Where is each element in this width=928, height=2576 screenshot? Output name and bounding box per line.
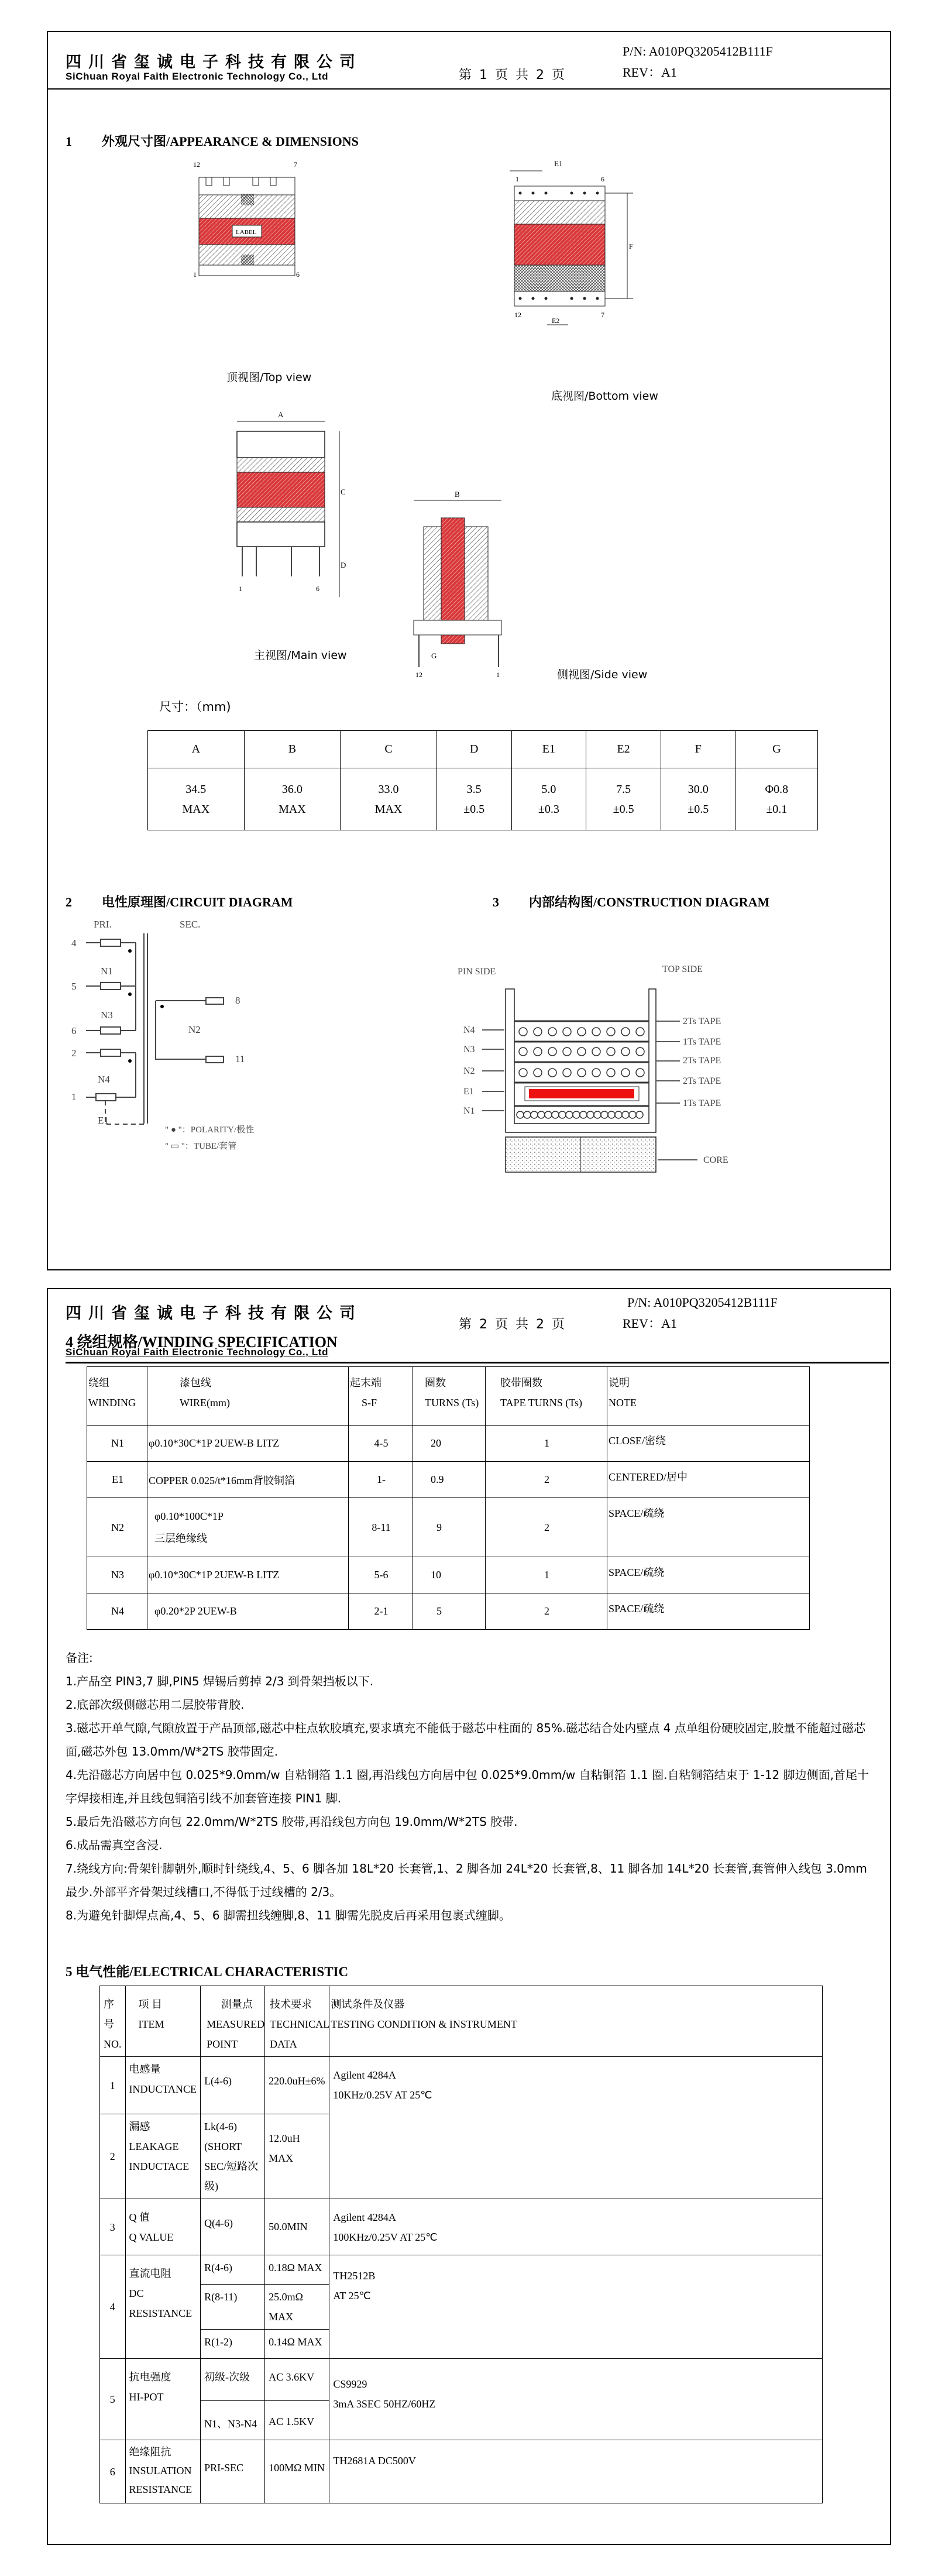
- svg-text:TOP SIDE: TOP SIDE: [662, 964, 703, 974]
- table-row: R(1-2) 0.14Ω MAX: [100, 2330, 823, 2359]
- bottom-view-drawing: [507, 158, 642, 339]
- electrical-table: [99, 1986, 823, 2503]
- legend-tube: " ▭ "：TUBE/套管: [165, 1142, 237, 1151]
- dim-header: G: [735, 731, 817, 768]
- main-view-caption: 主视图/Main view: [254, 649, 347, 662]
- table-row: 1 电感量 INDUCTANCE L(4-6) 220.0uH±6% Agilent 4284A 10KHz/0.25V AT 25℃: [100, 2057, 823, 2114]
- circuit-diagram: [66, 916, 311, 1156]
- svg-text:D: D: [341, 561, 346, 569]
- notes-title: 备注:: [66, 1651, 93, 1665]
- svg-text:8: 8: [235, 995, 240, 1006]
- svg-text:E1: E1: [463, 1087, 474, 1097]
- dim-header: F: [661, 731, 735, 768]
- svg-text:7: 7: [294, 160, 297, 169]
- table-row: 6 绝缘阻抗 INSULATION RESISTANCE PRI-SEC 100MΩ MIN TH2681A DC500V: [100, 2440, 823, 2503]
- dim-header: E2: [586, 731, 661, 768]
- note-item: 3.磁芯开单气隙,气隙放置于产品顶部,磁芯中柱点软胶填充,要求填充不能低于磁芯中柱面的 85%.磁芯结合处内壁点 4 点单组份硬胶固定,胶量不能超过磁芯面,磁芯外包 13.0mm/W*2TS 胶带固定.: [66, 1721, 866, 1758]
- svg-text:2Ts TAPE: 2Ts TAPE: [683, 1076, 721, 1086]
- svg-text:7: 7: [601, 311, 604, 319]
- svg-text:N1: N1: [101, 966, 113, 977]
- svg-text:4: 4: [71, 937, 77, 949]
- page-indicator: 第 2 页 共 2 页: [459, 1317, 566, 1332]
- dim-header: B: [244, 731, 341, 768]
- top-view-caption: 顶视图/Top view: [226, 371, 312, 384]
- revision: REV：A1: [623, 1316, 677, 1331]
- svg-text:11: 11: [235, 1053, 245, 1064]
- company-name-en: SiChuan Royal Faith Electronic Technology Co., Ltd: [66, 1347, 329, 1358]
- header-divider: [66, 1362, 889, 1363]
- dim-value: 30.0 ±0.5: [661, 768, 735, 830]
- part-number: P/N: A010PQ3205412B111F: [623, 44, 773, 59]
- dim-header: E1: [511, 731, 586, 768]
- table-row: 3 Q 值 Q VALUE Q(4-6) 50.0MIN Agilent 4284A 100KHz/0.25V AT 25℃: [100, 2199, 823, 2255]
- svg-text:N4: N4: [98, 1074, 110, 1085]
- dim-value: 3.5 ±0.5: [436, 768, 511, 830]
- section-title-cn: 外观尺寸图: [102, 135, 167, 149]
- dim-value: 34.5 MAX: [148, 768, 245, 830]
- dim-value: 33.0 MAX: [341, 768, 437, 830]
- note-item: 6.成品需真空含浸.: [66, 1838, 163, 1852]
- note-item: 7.绕线方向:骨架针脚朝外,顺时针绕线,4、5、6 脚各加 18L*20 长套管,1、2 脚各加 24L*20 长套管,8、11 脚各加 14L*20 长套管,套管伸入线包 3.0mm 最少.外部平齐骨架过线槽口,不得低于过线槽的 2/3。: [66, 1861, 867, 1899]
- svg-text:N1: N1: [463, 1106, 475, 1116]
- svg-text:6: 6: [71, 1025, 77, 1036]
- table-row: 5 抗电强度 HI-POT 初级-次级 AC 3.6KV CS9929 3mA 3SEC 50HZ/60HZ: [100, 2359, 823, 2401]
- table-row: N2 φ0.10*100C*1P 三层绝缘线 8-11 9 2 SPACE/疏绕: [87, 1498, 810, 1557]
- spec-page-2: [47, 1288, 891, 2545]
- table-row: E1 COPPER 0.025/t*16mm背胶铜箔 1- 0.9 2 CENTERED/居中: [87, 1462, 810, 1498]
- table-row: R(8-11) 25.0mΩ MAX: [100, 2285, 823, 2330]
- svg-text:1Ts TAPE: 1Ts TAPE: [683, 1098, 721, 1108]
- svg-text:2Ts TAPE: 2Ts TAPE: [683, 1016, 721, 1026]
- page-header: [48, 32, 890, 90]
- svg-text:2Ts TAPE: 2Ts TAPE: [683, 1056, 721, 1066]
- section-title-en: /APPEARANCE & DIMENSIONS: [166, 134, 359, 149]
- svg-text:LABEL: LABEL: [236, 229, 257, 236]
- revision: REV：A1: [623, 65, 677, 80]
- svg-text:5: 5: [71, 981, 77, 992]
- svg-text:12: 12: [514, 311, 521, 319]
- svg-text:1: 1: [515, 175, 519, 183]
- spec-page-1: [47, 31, 891, 1270]
- note-item: 1.产品空 PIN3,7 脚,PIN5 焊锡后剪掉 2/3 到骨架挡板以下.: [66, 1674, 374, 1688]
- page-indicator: 第 1 页 共 2 页: [459, 68, 566, 83]
- note-item: 4.先沿磁芯方向居中包 0.025*9.0mm/w 自粘铜箔 1.1 圈,再沿线包方向居中包 0.025*9.0mm/w 自粘铜箔 1.1 圈.自粘铜箔结束于 1-12 脚边侧面,首尾十字焊接相连,并且线包铜箔引线不加套管连接 PIN1 脚.: [66, 1768, 869, 1805]
- section-number: 1: [66, 134, 72, 149]
- svg-text:PRI.: PRI.: [94, 919, 112, 930]
- svg-text:1: 1: [496, 671, 500, 679]
- table-row: N1 φ0.10*30C*1P 2UEW-B LITZ 4-5 20 1 CLOSE/密绕: [87, 1426, 810, 1462]
- svg-text:6: 6: [296, 270, 300, 277]
- section-5-title: 5 电气性能/ELECTRICAL CHARACTERISTIC: [66, 1964, 349, 1980]
- svg-text:1: 1: [239, 585, 242, 593]
- table-row: 2 漏感 LEAKAGE INDUCTACE Lk(4-6) (SHORT SEC/短路次级) 12.0uH MAX: [100, 2114, 823, 2199]
- section-3-title: 3 内部结构图/CONSTRUCTION DIAGRAM: [493, 895, 770, 910]
- dim-value: 5.0 ±0.3: [511, 768, 586, 830]
- svg-text:E1: E1: [98, 1115, 109, 1126]
- table-row: N3 φ0.10*30C*1P 2UEW-B LITZ 5-6 10 1 SPACE/疏绕: [87, 1557, 810, 1593]
- svg-text:E1: E1: [554, 159, 563, 168]
- svg-text:N4: N4: [463, 1025, 475, 1035]
- side-view-caption: 侧视图/Side view: [557, 668, 648, 681]
- company-name-en: SiChuan Royal Faith Electronic Technology Co., Ltd: [66, 71, 329, 82]
- side-view-drawing: [411, 489, 528, 682]
- part-number: P/N: A010PQ3205412B111F: [627, 1295, 778, 1310]
- note-item: 8.为避免针脚焊点高,4、5、6 脚需扭线缠脚,8、11 脚需先脱皮后再采用包裹式缠脚。: [66, 1908, 511, 1922]
- svg-text:N2: N2: [463, 1066, 475, 1076]
- dim-value: 36.0 MAX: [244, 768, 341, 830]
- svg-text:2: 2: [71, 1047, 77, 1059]
- notes-block: [66, 1646, 873, 1927]
- table-row: N4 φ0.20*2P 2UEW-B 2-1 5 2 SPACE/疏绕: [87, 1593, 810, 1630]
- dimension-table: [147, 730, 818, 830]
- legend-polarity: " ● "：POLARITY/极性: [165, 1125, 255, 1135]
- svg-text:F: F: [629, 242, 633, 250]
- dimension-unit-label: 尺寸：（mm): [159, 700, 231, 714]
- section-1-title: [66, 132, 359, 150]
- table-header-row: 序号 NO. 项 目 ITEM 测量点 MEASURED POINT 技术要求 TECHNICAL DATA 测试条件及仪器 TESTING CONDITION & INSTRUMENT: [100, 1986, 823, 2057]
- table-row: N1、N3-N4 AC 1.5KV: [100, 2401, 823, 2440]
- company-name-cn: 四川省玺诚电子科技有限公司: [66, 53, 362, 71]
- svg-text:1Ts TAPE: 1Ts TAPE: [683, 1037, 721, 1047]
- svg-text:12: 12: [193, 160, 200, 169]
- construction-diagram: [452, 963, 756, 1185]
- svg-text:6: 6: [601, 175, 604, 183]
- note-item: 5.最后先沿磁芯方向包 22.0mm/W*2TS 胶带,再沿线包方向包 19.0mm/W*2TS 胶带.: [66, 1815, 518, 1829]
- dim-header: C: [341, 731, 437, 768]
- top-view-drawing: [188, 160, 305, 277]
- svg-text:6: 6: [316, 585, 319, 593]
- table-header-row: 绕组 WINDING 漆包线 WIRE(mm) 起末端 S-F 圈数 TURNS (Ts) 胶带圈数 TAPE TURNS (Ts) 说明 NOTE: [87, 1367, 810, 1426]
- svg-text:SEC.: SEC.: [180, 919, 201, 930]
- svg-text:B: B: [455, 490, 460, 499]
- svg-text:PIN SIDE: PIN SIDE: [458, 967, 496, 977]
- section-2-title: 2 电性原理图/CIRCUIT DIAGRAM: [66, 895, 293, 910]
- dim-header: D: [436, 731, 511, 768]
- svg-text:1: 1: [71, 1091, 77, 1102]
- svg-text:E2: E2: [552, 317, 560, 325]
- main-view-drawing: [234, 407, 351, 600]
- dim-value: Φ0.8 ±0.1: [735, 768, 817, 830]
- dim-header: A: [148, 731, 245, 768]
- svg-text:12: 12: [415, 671, 422, 679]
- company-name-cn: 四川省玺诚电子科技有限公司: [66, 1304, 362, 1323]
- svg-text:N3: N3: [463, 1045, 475, 1055]
- svg-text:C: C: [341, 487, 346, 496]
- winding-spec-table: [87, 1366, 810, 1630]
- dim-value: 7.5 ±0.5: [586, 768, 661, 830]
- svg-text:G: G: [431, 651, 437, 660]
- svg-text:1: 1: [193, 270, 197, 277]
- svg-text:CORE: CORE: [703, 1155, 728, 1165]
- note-item: 2.底部次级侧磁芯用二层胶带背胶.: [66, 1698, 245, 1712]
- bottom-view-caption: 底视图/Bottom view: [551, 390, 658, 403]
- table-row: 4 直流电阻 DC RESISTANCE R(4-6) 0.18Ω MAX TH2512B AT 25℃: [100, 2255, 823, 2285]
- svg-text:A: A: [278, 410, 284, 419]
- svg-text:N3: N3: [101, 1009, 113, 1021]
- section-4-title: 4 绕组规格/WINDING SPECIFICATION: [66, 1334, 338, 1351]
- svg-text:N2: N2: [188, 1024, 201, 1035]
